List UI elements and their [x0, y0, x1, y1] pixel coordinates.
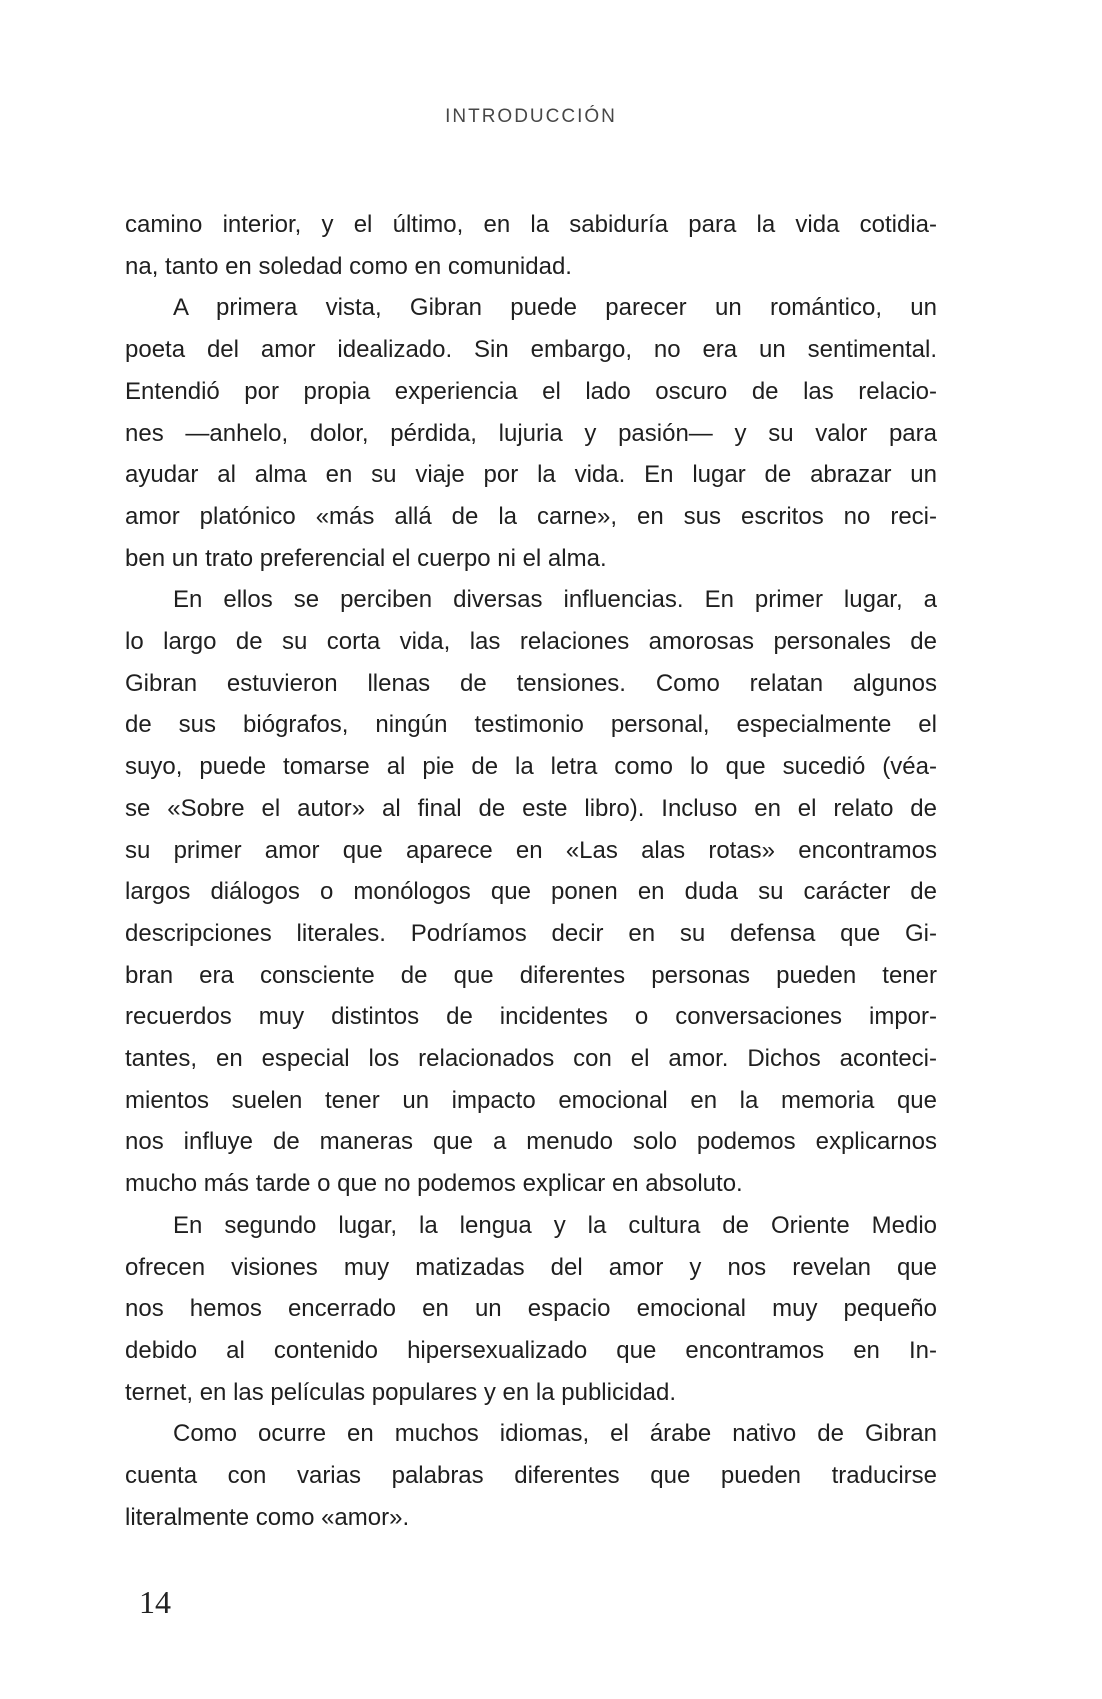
text-line: ben un trato preferencial el cuerpo ni el alma.: [125, 544, 607, 572]
text-line: bran era consciente de que diferentes personas pueden tener: [125, 961, 937, 989]
text-line: descripciones literales. Podríamos decir en su defensa que Gi-: [125, 919, 937, 947]
text-line: ayudar al alma en su viaje por la vida. En lugar de abrazar un: [125, 461, 937, 489]
text-line: Entendió por propia experiencia el lado oscuro de las relacio-: [125, 377, 937, 405]
text-line: literalmente como «amor».: [125, 1503, 410, 1531]
text-line: nes —anhelo, dolor, pérdida, lujuria y pasión— y su valor para: [125, 419, 937, 447]
text-line: tantes, en especial los relacionados con el amor. Dichos aconteci-: [125, 1045, 937, 1073]
page-number: 14: [139, 1584, 171, 1620]
text-line: largos diálogos o monólogos que ponen en duda su carácter de: [125, 878, 937, 906]
text-line: mucho más tarde o que no podemos explicar en absoluto.: [125, 1170, 743, 1198]
text-line: nos hemos encerrado en un espacio emocional muy pequeño: [125, 1295, 937, 1323]
text-line: camino interior, y el último, en la sabiduría para la vida cotidia-: [125, 211, 937, 238]
text-line: En segundo lugar, la lengua y la cultura de Oriente Medio: [173, 1211, 937, 1239]
running-head: INTRODUCCIÓN: [445, 106, 617, 127]
text-line: na, tanto en soledad como en comunidad.: [125, 252, 572, 280]
text-line: ternet, en las películas populares y en la publicidad.: [125, 1378, 677, 1406]
text-line: amor platónico «más allá de la carne», en sus escritos no reci-: [125, 502, 937, 530]
text-line: se «Sobre el autor» al final de este libro). Incluso en el relato de: [125, 794, 937, 822]
text-line: suyo, puede tomarse al pie de la letra como lo que sucedió (véa-: [125, 753, 937, 781]
text-line: lo largo de su corta vida, las relaciones amorosas personales de: [125, 628, 937, 656]
text-line: debido al contenido hipersexualizado que encontramos en In-: [125, 1336, 937, 1364]
text-line: A primera vista, Gibran puede parecer un romántico, un: [173, 294, 937, 322]
text-line: Gibran estuvieron llenas de tensiones. Como relatan algunos: [125, 669, 937, 697]
text-line: mientos suelen tener un impacto emocional en la memoria que: [125, 1086, 937, 1114]
text-line: ofrecen visiones muy matizadas del amor y nos revelan que: [125, 1253, 937, 1281]
text-line: cuenta con varias palabras diferentes que pueden traducirse: [125, 1462, 937, 1490]
text-line: de sus biógrafos, ningún testimonio personal, especialmente el: [125, 711, 937, 739]
text-line: En ellos se perciben diversas influencias. En primer lugar, a: [173, 586, 937, 614]
text-line: recuerdos muy distintos de incidentes o conversaciones impor-: [125, 1003, 937, 1031]
text-line: Como ocurre en muchos idiomas, el árabe nativo de Gibran: [173, 1420, 937, 1448]
body-text: [125, 204, 937, 1539]
text-line: poeta del amor idealizado. Sin embargo, no era un sentimental.: [125, 336, 937, 364]
text-line: su primer amor que aparece en «Las alas rotas» encontramos: [125, 836, 937, 864]
text-line: nos influye de maneras que a menudo solo podemos explicarnos: [125, 1128, 937, 1156]
